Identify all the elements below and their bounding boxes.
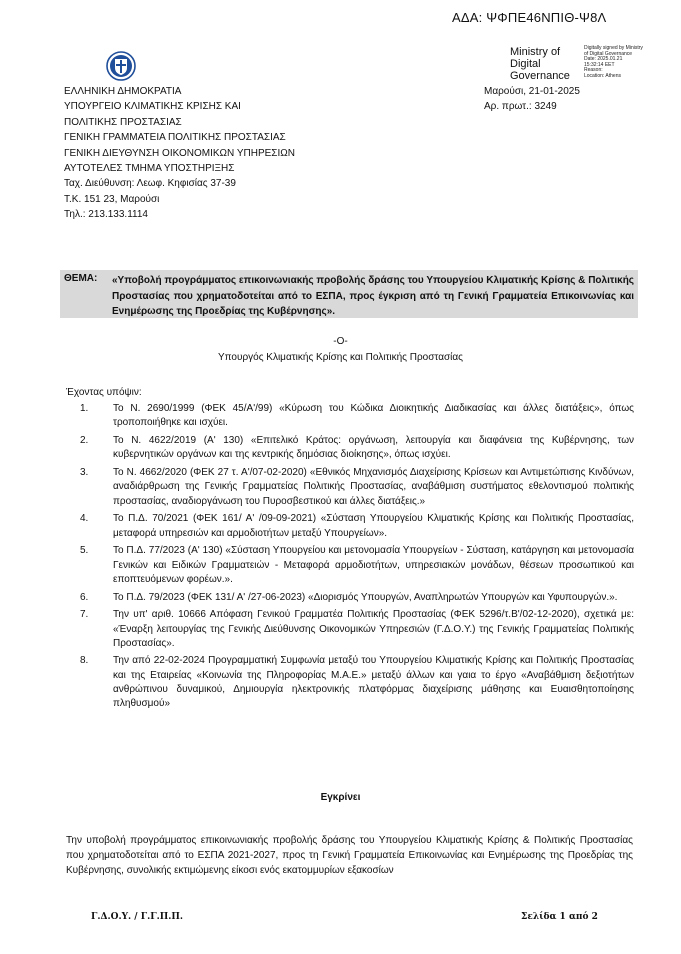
considerations-list xyxy=(64,402,634,715)
signature-line: Digitally signed by Ministry xyxy=(584,45,643,51)
list-item xyxy=(64,402,634,431)
header-line: ΠΟΛΙΤΙΚΗΣ ΠΡΟΣΤΑΣΙΑΣ xyxy=(64,116,182,128)
signature-line: Location: Athens xyxy=(584,72,621,79)
header-line: ΑΥΤΟΤΕΛΕΣ ΤΜΗΜΑ ΥΠΟΣΤΗΡΙΞΗΣ xyxy=(64,163,235,175)
signature-ministry: Ministry of Digital Governance xyxy=(510,46,570,82)
subject-box xyxy=(60,270,638,318)
signature-line: of Digital Governance xyxy=(584,50,633,57)
approves-heading: Εγκρίνει xyxy=(320,792,361,803)
issuer-title: Υπουργός Κλιματικής Κρίσης και Πολιτικής Προστασίας xyxy=(217,352,463,363)
signature-line: 15:32:14 EET xyxy=(584,61,615,68)
header-line: Ταχ. Διεύθυνση: Λεωφ. Κηφισίας 37-39 xyxy=(64,178,236,190)
header-line: ΕΛΛΗΝΙΚΗ ΔΗΜΟΚΡΑΤΙΑ xyxy=(64,86,182,97)
list-item xyxy=(64,466,634,509)
header-line: ΓΕΝΙΚΗ ΓΡΑΜΜΑΤΕΙΑ ΠΟΛΙΤΙΚΗΣ ΠΡΟΣΤΑΣΙΑΣ xyxy=(64,132,286,144)
item-number: 1. xyxy=(80,403,89,414)
item-number: 2. xyxy=(80,434,89,446)
header-line: ΥΠΟΥΡΓΕΙΟ ΚΛΙΜΑΤΙΚΗΣ ΚΡΙΣΗΣ ΚΑΙ xyxy=(64,101,241,113)
item-text: Την υπ' αριθ. 10666 Απόφαση Γενικού Γραμματέα Πολιτικής Προστασίας (ΦΕΚ 5296/τ.Β'/02-12-2020), σχετικά με: «Έναρξη λειτουργίας της Γενικής Διεύθυνσης Οικονομικών Υπηρεσιών (Γ.Δ.Ο.Υ.) της Γενικής Γραμματείας Πολιτικής Προστασίας». xyxy=(113,609,634,649)
list-item xyxy=(64,512,634,541)
item-number: 7. xyxy=(80,609,89,621)
signature-line: Reason: xyxy=(584,67,603,74)
header-line: Τ.Κ. 151 23, Μαρούσι xyxy=(64,193,160,205)
list-item xyxy=(64,434,634,463)
separator: -Ο- xyxy=(333,336,348,347)
issuer-address-block xyxy=(64,84,295,223)
page-number: Σελίδα 1 από 2 xyxy=(521,912,598,922)
list-item xyxy=(64,544,634,587)
item-text: Την από 22-02-2024 Προγραμματική Συμφωνία μεταξύ του Υπουργείου Κλιματικής Κρίσης και Πολιτικής Προστασίας και της Εταιρείας «Κοινωνία της Πληροφορίας Μ.Α.Ε.» μεταξύ άλλων και γαια το έργο «Αναβάθμιση δεξιοτήτων ανθρώπινου δυναμικού, Δημιουργία ηλεκτρονικής πλατφόρμας διαχείρισης μάθησης και Ευαισθητοποίησης πληθυσμού» xyxy=(113,655,634,710)
list-item xyxy=(64,608,634,651)
place-date: Μαρούσι, 21-01-2025 xyxy=(484,86,580,97)
item-text: Το Ν. 2690/1999 (ΦΕΚ 45/Α'/99) «Κύρωση του Κώδικα Διοικητικής Διαδικασίας και άλλες διατάξεις», όπως τροποποιήθηκε και ισχύει. xyxy=(113,403,634,429)
subject-label: ΘΕΜΑ: xyxy=(64,273,98,284)
item-number: 8. xyxy=(80,655,89,667)
list-item xyxy=(64,654,634,711)
item-text: Το Ν. 4622/2019 (Α' 130) «Επιτελικό Κράτος: οργάνωση, λειτουργία και διαφάνεια της Κυβέρνησης, των κυβερνητικών οργάνων και της κεντρικής δημόσιας διοίκησης», όπως ισχύει. xyxy=(113,434,634,461)
item-number: 6. xyxy=(80,591,89,603)
protocol-number: Αρ. πρωτ.: 3249 xyxy=(484,101,557,113)
item-number: 5. xyxy=(80,545,89,557)
signature-line: Date: 2025.01.21 xyxy=(584,56,623,63)
date-protocol-block xyxy=(484,84,580,115)
item-text: Το Ν. 4662/2020 (ΦΕΚ 27 τ. Α'/07-02-2020) «Εθνικός Μηχανισμός Διαχείρισης Κρίσεων και Αντιμετώπισης Κινδύνων, αναδιάρθρωση της Γενικής Γραμματείας Πολιτικής Προστασίας, αναβάθμιση συστήματος εθελοντισμού πολιτικής προστασίας, αναδιοργάνωση του Πυροσβεστικού και άλλες διατάξεις.» xyxy=(113,466,634,507)
list-item xyxy=(64,591,634,605)
item-text: Το Π.Δ. 79/2023 (ΦΕΚ 131/ Α' /27-06-2023) «Διορισμός Υπουργών, Αναπληρωτών Υπουργών και Υφυπουργών.». xyxy=(113,591,618,603)
header-line: Τηλ.: 213.133.1114 xyxy=(64,209,148,221)
footer-department: Γ.Δ.Ο.Υ. / Γ.Γ.Π.Π. xyxy=(91,912,184,922)
hellenic-republic-emblem xyxy=(106,50,136,82)
signature-details xyxy=(584,46,664,80)
item-text: Το Π.Δ. 77/2023 (Α' 130) «Σύσταση Υπουργείου και μετονομασία Υπουργείων - Σύσταση, κατάργηση και μετονομασία Γενικών και Ειδικών Γραμματειών - Μεταφορά αρμοδιοτήτων, υπηρεσιακών μονάδων, θέσεων προσωπικού και εποπτευόμενων φορέων.». xyxy=(113,545,634,585)
subject-text: «Υποβολή προγράμματος επικοινωνιακής προβολής δράσης του Υπουργείου Κλιματικής Κρίσης & Πολιτικής Προστασίας που χρηματοδοτείται από το ΕΣΠΑ, προς έγκριση από τη Γενική Γραμματεία Επικοινωνίας και Ενημέρωσης της Προεδρίας της Κυβέρνησης». xyxy=(112,275,634,317)
ada-code: ΑΔΑ: ΨΦΠΕ46ΝΠΙΘ-Ψ8Λ xyxy=(452,10,607,25)
item-number: 3. xyxy=(80,466,89,478)
header-line: ΓΕΝΙΚΗ ΔΙΕΥΘΥΝΣΗ ΟΙΚΟΝΟΜΙΚΩΝ ΥΠΗΡΕΣΙΩΝ xyxy=(64,147,295,159)
given-label: Έχοντας υπόψιν: xyxy=(66,387,142,398)
item-text: Το Π.Δ. 70/2021 (ΦΕΚ 161/ Α' /09-09-2021) «Σύσταση Υπουργείου Κλιματικής Κρίσης και Πολιτικής Προστασίας, μεταφορά υπηρεσιών και αρμοδιοτήτων μεταξύ Υπουργείων». xyxy=(113,513,634,539)
item-number: 4. xyxy=(80,513,89,525)
decision-body: Την υποβολή προγράμματος επικοινωνιακής προβολής δράσης του Υπουργείου Κλιματικής Κρίσης & Πολιτικής Προστασίας που χρηματοδοτείται από το ΕΣΠΑ 2021-2027, προς τη Γενική Γραμματεία Επικοινωνίας και Ενημέρωσης της Προεδρίας της Κυβέρνησης, συνολικής εκτιμώμενης είκοσι ενός εκατομμυρίων εξακοσίων xyxy=(66,835,633,876)
